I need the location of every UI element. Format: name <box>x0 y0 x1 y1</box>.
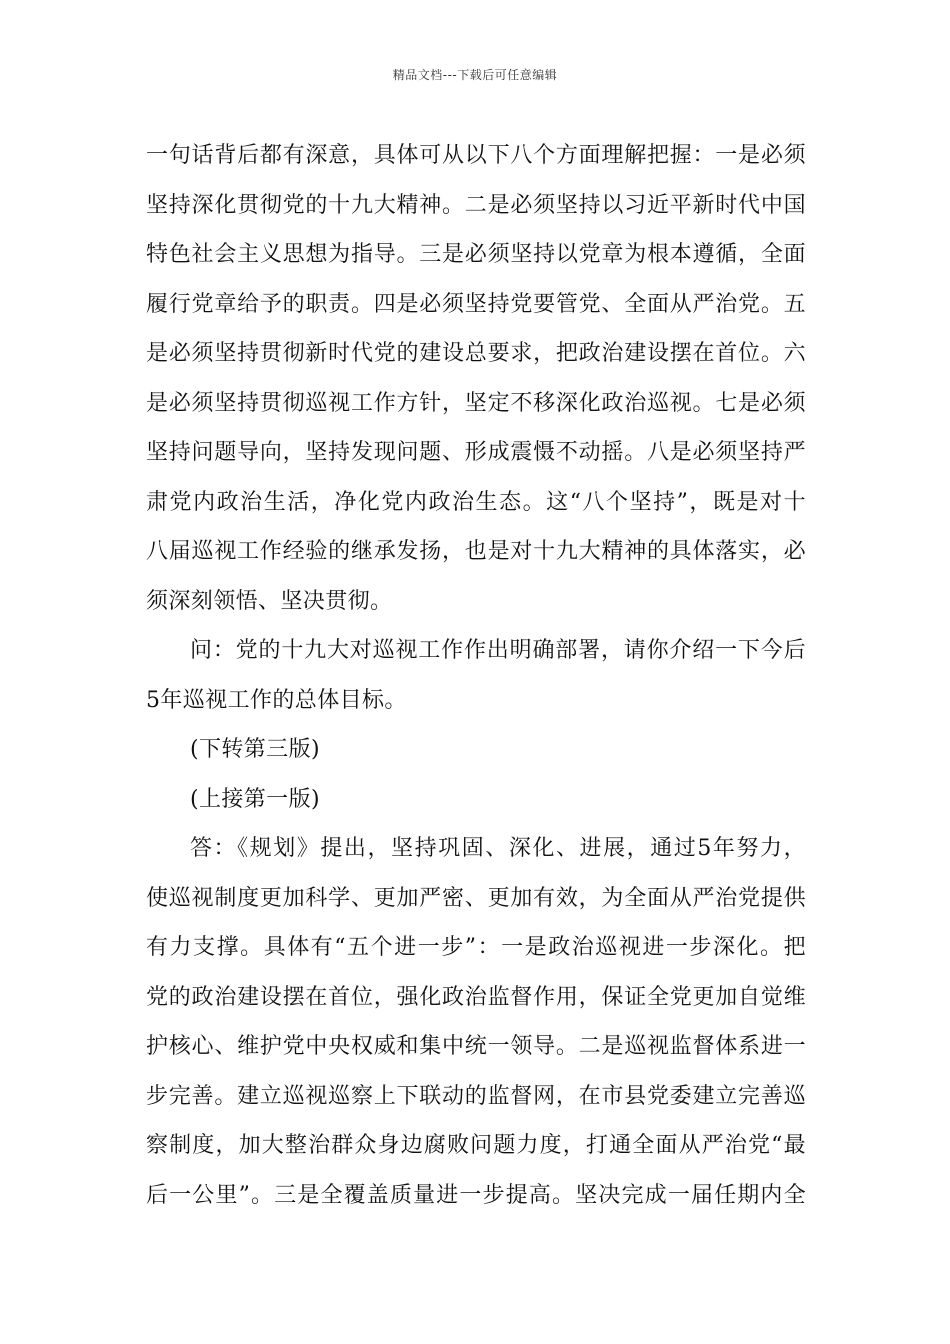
page-header: 精品文档---下载后可任意编辑 <box>392 68 558 82</box>
text-line: 步完善。建立巡视巡察上下联动的监督网，在市县党委建立完善巡 <box>146 1083 806 1109</box>
text-line: 一句话背后都有深意，具体可从以下八个方面理解把握：一是必须 <box>146 143 806 168</box>
continued-from-note: (上接第一版) <box>190 786 320 812</box>
text-line: 履行党章给予的职责。四是必须坚持党要管党、全面从严治党。五 <box>146 291 806 317</box>
text-line: 坚持深化贯彻党的十九大精神。二是必须坚持以习近平新时代中国 <box>146 192 806 218</box>
text-line: 特色社会主义思想为指导。三是必须坚持以党章为根本遵循，全面 <box>146 242 806 267</box>
text-line: 肃党内政治生活，净化党内政治生态。这“八个坚持”，既是对十 <box>146 489 806 515</box>
text-line: 坚持问题导向，坚持发现问题、形成震慑不动摇。八是必须坚持严 <box>146 440 806 465</box>
text-line: 是必须坚持贯彻巡视工作方针，坚定不移深化政治巡视。七是必须 <box>146 390 806 416</box>
answer-line: 答：《规划》提出，坚持巩固、深化、进展，通过5年努力， <box>190 836 806 861</box>
text-line: 察制度，加大整治群众身边腐败问题力度，打通全面从严治党“最 <box>146 1133 806 1158</box>
question-line: 问：党的十九大对巡视工作作出明确部署，请你介绍一下今后 <box>190 638 806 663</box>
document-body <box>146 131 806 1220</box>
text-line: 有力支撑。具体有“五个进一步”：一是政治巡视进一步深化。把 <box>146 935 806 960</box>
text-line: 5年巡视工作的总体目标。 <box>146 687 407 713</box>
text-line: 须深刻领悟、坚决贯彻。 <box>146 588 393 614</box>
text-line: 是必须坚持贯彻新时代党的建设总要求，把政治建设摆在首位。六 <box>146 341 806 366</box>
text-line: 后一公里”。三是全覆盖质量进一步提高。坚决完成一届任期内全 <box>146 1182 806 1208</box>
text-line: 党的政治建设摆在首位，强化政治监督作用，保证全党更加自觉维 <box>146 984 806 1010</box>
text-line: 使巡视制度更加科学、更加严密、更加有效，为全面从严治党提供 <box>146 885 806 911</box>
text-line: 八届巡视工作经验的继承发扬，也是对十九大精神的具体落实，必 <box>146 539 806 564</box>
text-line: 护核心、维护党中央权威和集中统一领导。二是巡视监督体系进一 <box>146 1034 806 1059</box>
continued-note: (下转第三版) <box>190 737 320 762</box>
